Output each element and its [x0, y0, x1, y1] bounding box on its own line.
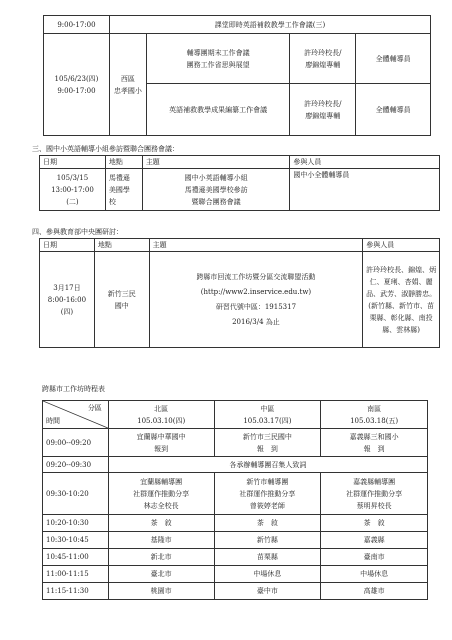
section3-table — [39, 155, 440, 211]
meeting-table — [43, 15, 431, 136]
s4-topic-deadline: 2016/3/4 為止 — [232, 317, 280, 326]
region-south — [321, 401, 428, 429]
sched-time-6: 11:00-11:15 — [43, 566, 109, 583]
region-central — [214, 401, 321, 429]
region-north-date: 105.03.10(四) — [137, 416, 186, 425]
group-place: 西區 忠孝國小 — [109, 34, 146, 136]
sched-cell-0-2: 嘉義縣三和國小 報 到 — [321, 429, 428, 457]
sched-time-3: 10:20-10:30 — [43, 515, 109, 532]
sched-cell-6-0: 臺北市 — [108, 566, 214, 583]
s4-header-topic: 主題 — [149, 239, 363, 252]
region-north-name: 北區 — [154, 404, 169, 413]
s4-header-place: 地點 — [94, 239, 149, 252]
sched-cell-4-2: 嘉義縣 — [321, 532, 428, 549]
group-topic-1: 英語補救教學成果編纂工作會議 — [146, 84, 290, 136]
group-leader-1: 許玲玲校長/ 廖錦煌專輔 — [290, 84, 356, 136]
section3-heading: 三、國中小英語輔導小組參訪暨聯合團務會議： — [32, 145, 179, 153]
region-central-name: 中區 — [260, 404, 275, 413]
sched-cell-3-1: 茶 敘 — [214, 515, 321, 532]
s3-header-date: 日期 — [40, 156, 106, 169]
sched-cell-4-1: 新竹縣 — [214, 532, 321, 549]
sched-cell-7-1: 臺中市 — [214, 583, 321, 600]
sched-cell-5-0: 新北市 — [108, 549, 214, 566]
row0-title: 課堂即時英語補救教學工作會議(三) — [109, 16, 430, 34]
sched-time-1: 09:20--09:30 — [43, 457, 109, 473]
s4-topic-line1: 跨縣市回流工作坊暨分區交流聯盟活動 — [196, 272, 316, 281]
schedule-title: 跨縣市工作坊時程表 — [42, 385, 105, 393]
group-people-0: 全體輔導員 — [356, 34, 431, 84]
s4-people: 許玲玲校長、錦煌、炳仁、夏琍、杏娟、麗品、武芳、淑靜勝忠。(新竹縣、新竹市、苗栗縣、彰化縣、南投縣、雲林縣) — [363, 252, 440, 348]
sched-cell-3-0: 茶 敘 — [108, 515, 214, 532]
sched-time-0: 09:00--09:20 — [43, 429, 109, 457]
s4-topic-code: 研習代號中區：1915317 — [215, 302, 297, 311]
s4-place: 新竹三民 國中 — [94, 252, 149, 348]
sched-span-1: 各承辦輔導團召集人致詞 — [108, 457, 427, 473]
corner-region-label: 分區 — [87, 404, 102, 412]
group-date — [44, 34, 110, 136]
sched-cell-6-1: 中場休息 — [214, 566, 321, 583]
sched-cell-7-0: 桃園市 — [108, 583, 214, 600]
sched-cell-5-1: 苗栗縣 — [214, 549, 321, 566]
s4-topic-link[interactable]: (http://www2.inservice.edu.tw) — [200, 287, 312, 296]
region-south-date: 105.03.18(五) — [350, 416, 399, 425]
s4-header-date: 日期 — [40, 239, 95, 252]
group-date-text: 105/6/23(四) — [54, 74, 99, 83]
s3-header-topic: 主題 — [142, 156, 290, 169]
region-south-name: 南區 — [367, 404, 382, 413]
region-north — [108, 401, 214, 429]
row0-time: 9:00-17:00 — [44, 16, 110, 34]
sched-cell-6-2: 中場休息 — [321, 566, 428, 583]
schedule-corner — [43, 401, 109, 429]
group-leader-0: 許玲玲校長/ 廖錦煌專輔 — [290, 34, 356, 84]
s3-people: 國中小全體輔導員 — [290, 169, 440, 211]
s3-header-place: 地點 — [105, 156, 142, 169]
s3-place: 馬禮遜 美國學 校 — [105, 169, 142, 211]
s4-header-people: 參與人員 — [363, 239, 440, 252]
s3-header-people: 參與人員 — [290, 156, 440, 169]
sched-time-7: 11:15-11:30 — [43, 583, 109, 600]
sched-cell-4-0: 基隆市 — [108, 532, 214, 549]
s4-date: 3月17日 8:00-16:00 (四) — [40, 252, 95, 348]
sched-cell-2-1: 新竹市輔導團 社群運作推動分享 曾筱婷老師 — [214, 473, 321, 515]
section4-table — [39, 238, 440, 348]
sched-cell-7-2: 高雄市 — [321, 583, 428, 600]
schedule-table — [42, 400, 428, 600]
sched-cell-0-1: 新竹市三民國中 報 到 — [214, 429, 321, 457]
sched-time-2: 09:30-10:20 — [43, 473, 109, 515]
s3-topic: 國中小英語輔導小組 馬禮遜美國學校參訪 暨聯合團務會議 — [142, 169, 290, 211]
group-time-text: 9:00-17:00 — [57, 86, 96, 95]
sched-time-4: 10:30-10:45 — [43, 532, 109, 549]
sched-cell-3-2: 茶 敘 — [321, 515, 428, 532]
s4-topic — [149, 252, 363, 348]
sched-cell-0-0: 宜蘭縣中華國中 報到 — [108, 429, 214, 457]
s3-date: 105/3/15 13:00-17:00 (二) — [40, 169, 106, 211]
corner-time-label: 時間 — [46, 417, 60, 425]
group-people-1: 全體輔導員 — [356, 84, 431, 136]
section4-heading: 四、參與教育部中央團研討： — [32, 228, 123, 236]
region-central-date: 105.03.17(四) — [243, 416, 292, 425]
sched-cell-2-2: 嘉義縣輔導團 社群運作推動分享 蔡明昇校長 — [321, 473, 428, 515]
sched-cell-5-2: 臺南市 — [321, 549, 428, 566]
sched-time-5: 10:45-11:00 — [43, 549, 109, 566]
sched-cell-2-0: 宜蘭縣輔導團 社群運作推動分享 林志全校長 — [108, 473, 214, 515]
group-topic-0: 輔導團期末工作會議 團務工作省思與展望 — [146, 34, 290, 84]
